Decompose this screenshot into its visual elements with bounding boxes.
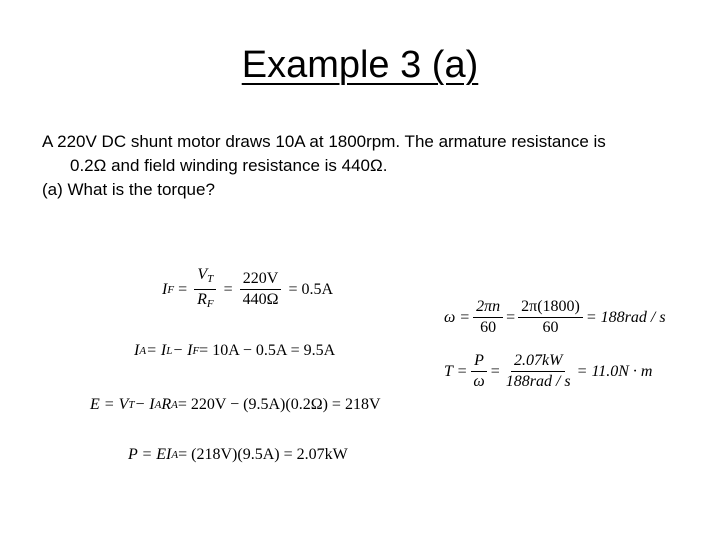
if-num2: 220V xyxy=(240,270,282,290)
problem-line-2: 0.2Ω and field winding resistance is 440Ω. xyxy=(70,156,388,175)
omega-lhs: ω = xyxy=(444,308,471,326)
if-den1-sub: F xyxy=(206,298,214,310)
omega-fraction-1 xyxy=(473,298,503,337)
slide-title xyxy=(0,44,720,87)
p-sub-a: A xyxy=(171,449,179,461)
omega-num2: 2π(1800) xyxy=(518,298,583,318)
back-emf-equation xyxy=(90,396,381,414)
ia-rest: = 10A − 0.5A = 9.5A xyxy=(199,342,336,359)
torque-num2: 2.07kW xyxy=(513,352,563,369)
omega-fraction-2 xyxy=(518,298,583,337)
torque-fraction-2 xyxy=(503,352,574,391)
torque-den2: 188rad / s xyxy=(505,373,571,390)
e-text-b: − I xyxy=(134,396,155,413)
ia-sub-b: L xyxy=(166,345,173,357)
if-den2: 440Ω xyxy=(242,291,279,308)
omega-den1: 60 xyxy=(480,319,497,336)
question-text: (a) What is the torque? xyxy=(42,180,215,199)
torque-equation: T = $\frac{P}{\omega}$ = $\frac{2.07kW}{\text{188rad / s}}$ = 11.0N · m xyxy=(444,352,653,390)
field-current-equation: I F = $\frac{V_T}{R_F}$ = $\frac{220V}{440\Omega}$ = 0.5A xyxy=(162,266,333,313)
torque-result: = 11.0N · m xyxy=(576,362,653,380)
if-fraction-2 xyxy=(240,270,282,309)
omega-result: = 188rad / s xyxy=(585,308,666,326)
if-fraction-1 xyxy=(194,266,217,313)
ia-text-c: − I xyxy=(172,342,193,359)
if-lhs: I xyxy=(162,280,168,298)
p-rest: = (218V)(9.5A) = 2.07kW xyxy=(178,446,348,463)
power-equation xyxy=(128,446,348,464)
ia-sub-c: F xyxy=(192,345,200,357)
if-lhs-sub: F xyxy=(167,283,175,296)
armature-current-equation xyxy=(134,342,335,360)
omega-num1: 2πn xyxy=(476,298,501,315)
slide-title-text: Example 3 (a) xyxy=(241,44,479,86)
if-num1: V xyxy=(197,266,208,283)
omega-den2: 60 xyxy=(542,319,559,336)
ia-sub-a: A xyxy=(139,345,147,357)
torque-fraction-1 xyxy=(470,352,487,391)
e-text-a: E = V xyxy=(90,396,129,413)
if-result: = 0.5A xyxy=(288,280,334,298)
ia-text-b: = I xyxy=(146,342,167,359)
torque-lhs: T = xyxy=(444,362,468,380)
p-text-a: P = EI xyxy=(128,446,172,463)
torque-num1: P xyxy=(474,352,484,369)
e-sub-b: A xyxy=(154,399,162,411)
e-rest: = 220V − (9.5A)(0.2Ω) = 218V xyxy=(177,396,381,413)
problem-statement xyxy=(42,130,682,202)
e-sub-a: T xyxy=(128,399,135,411)
ia-text-a: I xyxy=(134,342,140,359)
problem-line-1: A 220V DC shunt motor draws 10A at 1800rpm. The armature resistance is xyxy=(42,132,606,151)
if-den1: R xyxy=(197,291,207,308)
e-text-c: R xyxy=(161,396,172,413)
angular-speed-equation: ω = $\frac{2\pi n}{60}$ = $\frac{2\pi(1800)}{60}$ = 188rad / s xyxy=(444,298,666,336)
torque-den1: ω xyxy=(473,373,485,390)
e-sub-c: A xyxy=(171,399,178,411)
if-num1-sub: T xyxy=(207,273,214,285)
